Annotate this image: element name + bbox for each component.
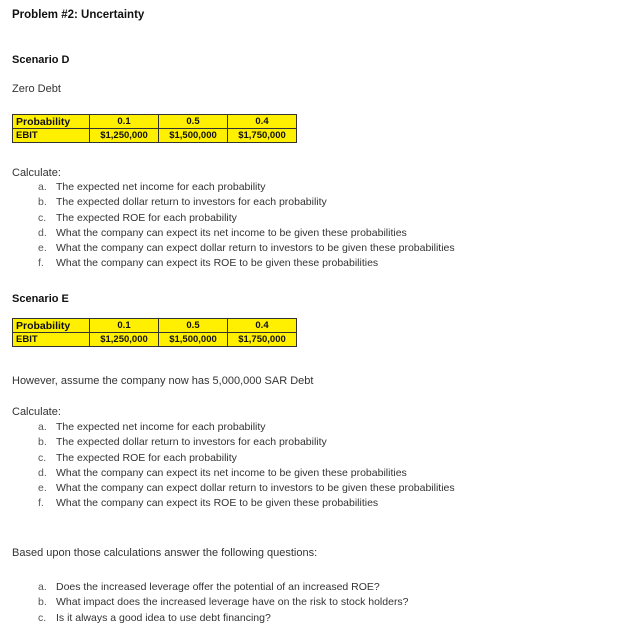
scenario-e-note: However, assume the company now has 5,000,000 SAR Debt — [12, 375, 314, 387]
page-title: Problem #2: Uncertainty — [12, 9, 145, 21]
ebit-row — [13, 129, 297, 143]
list-item: a. Does the increased leverage offer the potential of an increased ROE? — [38, 581, 380, 593]
list-item: f. What the company can expect its ROE to be given these probabilities — [38, 257, 379, 270]
ebit-cell: $1,250,000 — [90, 129, 159, 143]
ebit-cell: $1,250,000 — [90, 333, 159, 347]
list-item: b. What impact does the increased leverage have on the risk to stock holders? — [38, 596, 409, 609]
probability-label: Probability — [13, 319, 90, 333]
scenario-d-table — [12, 114, 297, 143]
ebit-cell: $1,750,000 — [228, 333, 297, 347]
probability-row — [13, 115, 297, 129]
scenario-d-calculate-label: Calculate: — [12, 167, 61, 179]
list-item: d. What the company can expect its net income to be given these probabilities — [38, 226, 407, 239]
ebit-cell: $1,500,000 — [159, 333, 228, 347]
questions-list — [38, 580, 409, 626]
ebit-cell: $1,750,000 — [228, 129, 297, 143]
scenario-d-subtitle: Zero Debt — [12, 83, 61, 95]
probability-row — [13, 319, 297, 333]
list-item: e. What the company can expect dollar return to investors to be given these probabilities — [38, 482, 455, 495]
list-item: b. The expected dollar return to investors for each probability — [38, 436, 327, 449]
list-item: b. The expected dollar return to investors for each probability — [38, 196, 327, 209]
probability-label: Probability — [13, 115, 90, 129]
list-item: d. What the company can expect its net income to be given these probabilities — [38, 466, 407, 479]
list-item: c. The expected ROE for each probability — [38, 211, 237, 224]
scenario-e-heading: Scenario E — [12, 293, 69, 305]
list-item: c. Is it always a good idea to use debt financing? — [38, 611, 271, 624]
scenario-e-calculate-label: Calculate: — [12, 406, 61, 418]
list-item: e. What the company can expect dollar return to investors to be given these probabilities — [38, 242, 455, 255]
probability-cell: 0.4 — [228, 319, 297, 333]
scenario-e-table — [12, 318, 297, 347]
probability-cell: 0.5 — [159, 115, 228, 129]
probability-cell: 0.1 — [90, 319, 159, 333]
probability-cell: 0.1 — [90, 115, 159, 129]
scenario-d-list — [38, 180, 455, 272]
probability-cell: 0.4 — [228, 115, 297, 129]
probability-cell: 0.5 — [159, 319, 228, 333]
ebit-label: EBIT — [13, 129, 90, 143]
ebit-cell: $1,500,000 — [159, 129, 228, 143]
ebit-label: EBIT — [13, 333, 90, 347]
list-item: c. The expected ROE for each probability — [38, 451, 237, 464]
list-item: a. The expected net income for each probability — [38, 421, 266, 433]
ebit-row — [13, 333, 297, 347]
list-item: f. What the company can expect its ROE to be given these probabilities — [38, 497, 379, 510]
scenario-d-heading: Scenario D — [12, 54, 70, 66]
questions-intro: Based upon those calculations answer the following questions: — [12, 547, 318, 559]
list-item: a. The expected net income for each probability — [38, 181, 266, 193]
scenario-e-list — [38, 420, 455, 512]
